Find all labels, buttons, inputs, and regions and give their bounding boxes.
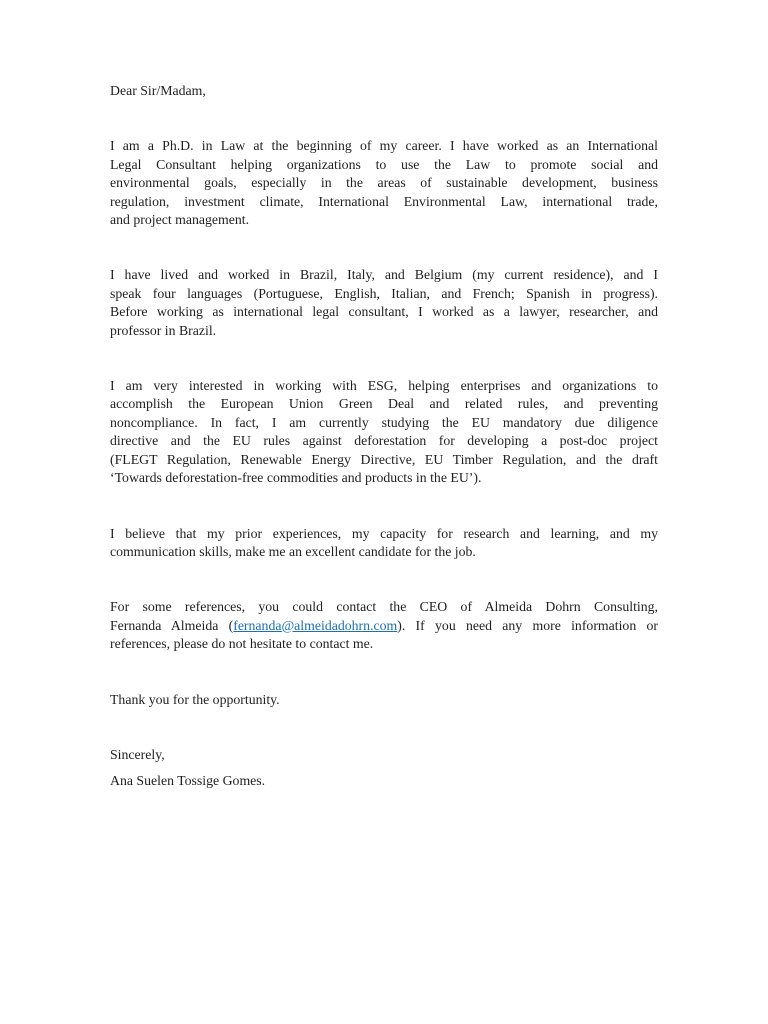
text-line: references, please do not hesitate to contact me.	[110, 636, 374, 652]
text-line: Thank you for the opportunity.	[110, 691, 280, 707]
text-line: For some references, you could contact the CEO of Almeida Dohrn Consulting,	[110, 599, 658, 615]
signature-name	[110, 772, 658, 790]
email-link[interactable]: fernanda@almeidadohrn.com	[233, 617, 398, 633]
text-line: accomplish the European Union Green Deal and related rules, and preventing	[110, 396, 658, 412]
text-line: I have lived and worked in Brazil, Italy, and Belgium (my current residence), and I	[110, 267, 658, 283]
paragraph-interest	[110, 377, 658, 487]
text-line: Sincerely,	[110, 746, 165, 762]
salutation	[110, 82, 658, 100]
text-line: noncompliance. In fact, I am currently studying the EU mandatory due diligence	[110, 414, 658, 430]
text-line: Before working as international legal consultant, I worked as a lawyer, researcher, and	[110, 304, 658, 320]
text-line: I am a Ph.D. in Law at the beginning of my career. I have worked as an International	[110, 138, 658, 154]
closing-thanks	[110, 691, 658, 709]
text-line: (FLEGT Regulation, Renewable Energy Directive, EU Timber Regulation, and the draft	[110, 451, 658, 467]
closing-salutation	[110, 746, 658, 764]
link-suffix-text: ). If you need any more information or	[397, 617, 658, 633]
text-line: I believe that my prior experiences, my capacity for research and learning, and my	[110, 525, 658, 541]
text-line: professor in Brazil.	[110, 322, 217, 338]
text-line: and project management.	[110, 212, 250, 228]
paragraph-candidacy	[110, 525, 658, 562]
paragraph-experience	[110, 266, 658, 340]
salutation-text: Dear Sir/Madam,	[110, 83, 206, 98]
text-line: Ana Suelen Tossige Gomes.	[110, 773, 266, 789]
text-line: speak four languages (Portuguese, English, Italian, and French; Spanish in progress).	[110, 285, 658, 301]
text-line: I am very interested in working with ESG, helping enterprises and organizations to	[110, 378, 658, 394]
text-line: communication skills, make me an excellent candidate for the job.	[110, 543, 476, 559]
text-line: directive and the EU rules against deforestation for developing a post-doc project	[110, 433, 658, 449]
text-line	[110, 617, 658, 635]
link-prefix-text: Fernanda Almeida (	[110, 617, 234, 633]
paragraph-intro	[110, 137, 658, 229]
text-line: environmental goals, especially in the areas of sustainable development, business	[110, 175, 658, 191]
text-line: ‘Towards deforestation-free commodities and products in the EU’).	[110, 470, 482, 486]
text-line: Legal Consultant helping organizations to use the Law to promote social and	[110, 156, 658, 172]
paragraph-references	[110, 598, 658, 653]
letter-content	[110, 82, 658, 791]
text-line: regulation, investment climate, International Environmental Law, international trade,	[110, 193, 658, 209]
